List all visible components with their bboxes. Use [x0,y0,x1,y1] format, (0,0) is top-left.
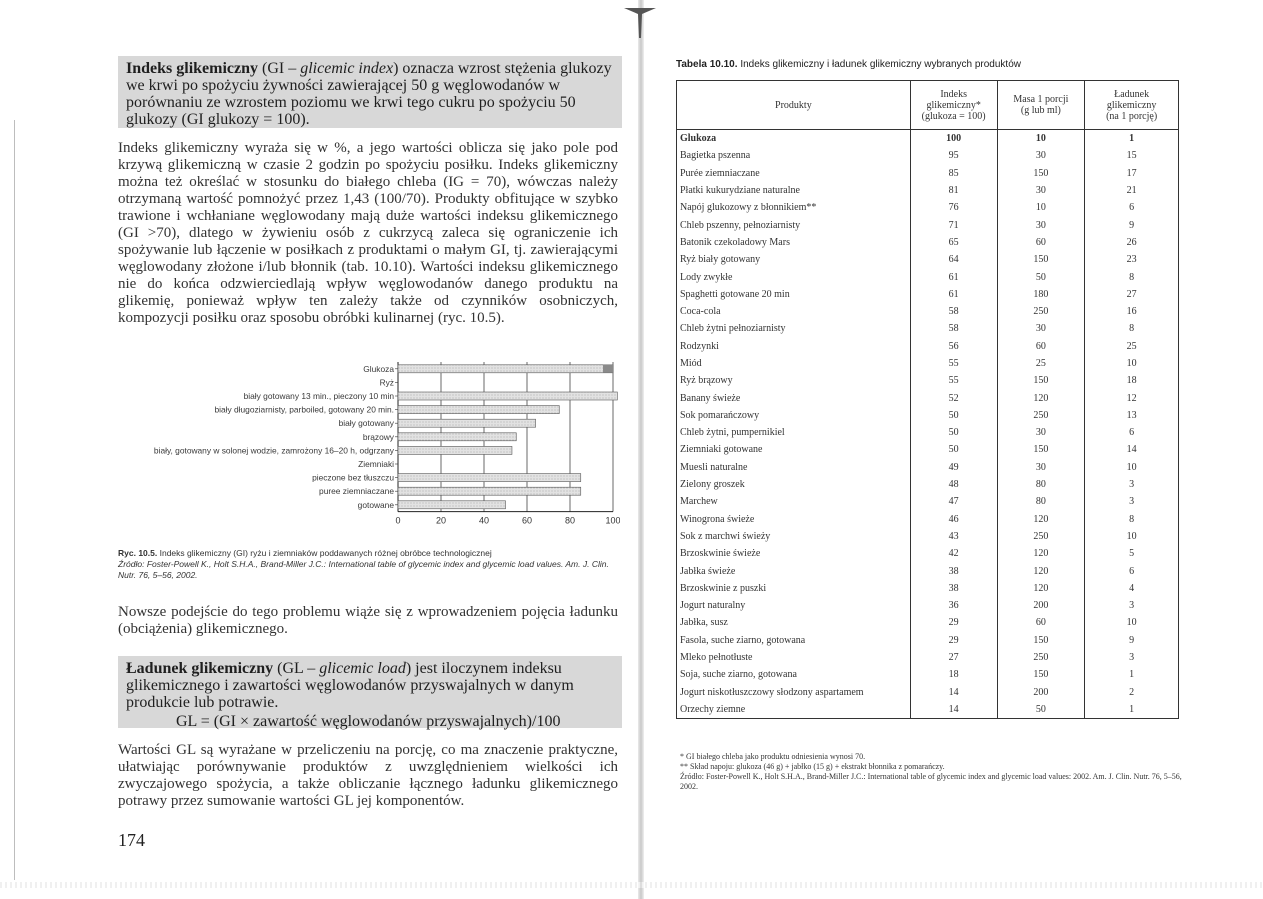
table-row [677,407,1179,424]
table-row [677,614,1179,631]
chart-category-label: biały gotowany [338,418,394,429]
paragraph-gl-values: Wartości GL są wyrażane w przeliczeniu na porcję, co ma znaczenie praktyczne, ułatwiając porównywanie produktów z uwzględnieniem wielkości ich zwyczajowego spożycia, a także obliczanie łącznego ładunku glikemicznego potrawy przez sumowanie wartości GL jej komponentów. [118,742,618,809]
cell-gl: 10 [1085,355,1179,372]
table-row [677,338,1179,355]
cell-gi: 27 [910,649,997,666]
cell-product: Muesli naturalne [677,459,911,476]
header-gi-l1: Indeks [940,88,967,100]
cell-product: Winogrona świeże [677,511,911,528]
cell-gi: 29 [910,614,997,631]
cell-gi: 14 [910,701,997,719]
table-row [677,511,1179,528]
cell-mass: 250 [997,407,1085,424]
note-1: * GI białego chleba jako produktu odniesienia wynosi 70. [680,752,866,761]
cell-product: Brzoskwinie świeże [677,545,911,562]
cell-gi: 64 [910,251,997,268]
cell-gl: 8 [1085,268,1179,285]
def1-term-en: glicemic index [300,60,394,77]
chart-category-label: puree ziemniaczane [319,486,394,497]
chart-category-label: pieczone bez tłuszczu [312,472,394,483]
table-row [677,147,1179,164]
cell-mass: 30 [997,459,1085,476]
cell-gl: 6 [1085,424,1179,441]
cell-product: Spaghetti gotowane 20 min [677,286,911,303]
scan-noise-strip [0,882,1263,888]
cell-gl: 8 [1085,511,1179,528]
cell-gl: 1 [1085,701,1179,719]
cell-gi: 29 [910,632,997,649]
chart-bar [398,487,581,495]
table-body [677,130,1179,719]
cell-gi: 95 [910,147,997,164]
cell-mass: 150 [997,441,1085,458]
cell-product: Batonik czekoladowy Mars [677,234,911,251]
cell-mass: 150 [997,666,1085,683]
caption-text: Indeks glikemiczny (GI) ryżu i ziemniaków poddawanych różnej obróbce technologicznej [159,548,492,558]
cell-gl: 3 [1085,476,1179,493]
cell-product: Sok pomarańczowy [677,407,911,424]
cell-gi: 61 [910,286,997,303]
table-row [677,649,1179,666]
def1-rest: ) oznacza wzrost stężenia glukozy we krwi po spożyciu żywności zawierającej 50 g węglowodanów w porównaniu ze wzrostem poziomu we krwi tego cukru po spożyciu 50 glukozy [126,60,612,128]
cell-mass: 30 [997,182,1085,199]
chart-category-label: biały długoziarnisty, parboiled, gotowany 20 min. [214,404,394,415]
cell-gi: 52 [910,389,997,406]
cell-gl: 12 [1085,389,1179,406]
cell-gi: 14 [910,684,997,701]
def2-term: Ładunek glikemiczny [126,660,274,677]
gi-bar-chart [140,358,620,544]
cell-product: Zielony groszek [677,476,911,493]
table-row [677,666,1179,683]
cell-gl: 13 [1085,407,1179,424]
table-row [677,459,1179,476]
chart-x-tick-label: 60 [521,515,533,526]
chart-category-label: brązowy [362,431,394,442]
cell-gl: 25 [1085,338,1179,355]
def1-tail: (GI glukozy = 100). [181,111,310,128]
cell-gi: 71 [910,216,997,233]
chart-bar [398,433,516,441]
chart-category-label: Ziemniaki [358,459,394,469]
cell-mass: 60 [997,234,1085,251]
table-row [677,216,1179,233]
table-row [677,389,1179,406]
table-row [677,545,1179,562]
cell-gl: 15 [1085,147,1179,164]
cell-product: Chleb żytni pełnoziarnisty [677,320,911,337]
caption-label: Ryc. 10.5. [118,548,158,558]
chart-bar [398,474,581,482]
cell-mass: 250 [997,303,1085,320]
header-product: Produkty [677,81,911,130]
cell-gl: 14 [1085,441,1179,458]
table-row [677,493,1179,510]
cell-product: Coca-cola [677,303,911,320]
chart-category-label: biały gotowany 13 min., pieczony 10 min [243,391,394,401]
table-row [677,303,1179,320]
table-notes [680,752,1200,792]
cell-mass: 50 [997,268,1085,285]
def2-term-en: glicemic load [319,660,406,677]
cell-mass: 150 [997,165,1085,182]
cell-mass: 180 [997,286,1085,303]
definition-box-glycemic-index [118,56,622,128]
header-gl-l2: glikemiczny [1106,99,1157,111]
table-row [677,182,1179,199]
cell-gl: 8 [1085,320,1179,337]
cell-mass: 30 [997,147,1085,164]
table-row [677,476,1179,493]
chart-category-label: Glukoza [363,363,394,374]
table-row [677,597,1179,614]
def2-rest: ) jest iloczynem indeksu glikemicznego i zawartości węglowodanów przyswajalnych w danym produkcie lub potrawie. [126,660,574,711]
cell-gi: 58 [910,320,997,337]
chart-category-label: gotowane [357,499,394,510]
cell-product: Lody zwykłe [677,268,911,285]
table-row [677,441,1179,458]
cell-gl: 1 [1085,130,1179,148]
cell-gl: 4 [1085,580,1179,597]
cell-gl: 9 [1085,216,1179,233]
cell-gi: 65 [910,234,997,251]
cell-gi: 42 [910,545,997,562]
cell-gi: 43 [910,528,997,545]
header-mass-l2: (g lub ml) [1020,105,1061,116]
header-gi-l3: (glukoza = 100) [921,110,986,122]
table-row [677,286,1179,303]
cell-gi: 48 [910,476,997,493]
cell-product: Jabłka, susz [677,614,911,631]
cell-mass: 250 [997,528,1085,545]
cell-mass: 120 [997,389,1085,406]
cell-gl: 10 [1085,614,1179,631]
table-row [677,684,1179,701]
cell-product: Ryż brązowy [677,372,911,389]
cell-product: Glukoza [677,130,911,148]
table-row [677,234,1179,251]
cell-mass: 30 [997,424,1085,441]
chart-x-tick-label: 40 [478,515,490,526]
cell-gi: 55 [910,355,997,372]
table-row [677,424,1179,441]
cell-product: Sok z marchwi świeży [677,528,911,545]
chart-bar [398,446,512,454]
cell-mass: 150 [997,372,1085,389]
chart-bar [398,392,617,400]
figure-caption [118,548,623,581]
cell-gl: 10 [1085,459,1179,476]
cell-product: Orzechy ziemne [677,701,911,719]
cell-gl: 6 [1085,199,1179,216]
cell-gi: 50 [910,424,997,441]
cell-gi: 49 [910,459,997,476]
cell-mass: 80 [997,476,1085,493]
cell-gi: 50 [910,407,997,424]
cell-gi: 81 [910,182,997,199]
header-gi [910,81,997,130]
cell-mass: 120 [997,580,1085,597]
def1-lead: (GI – [262,60,301,77]
chart-category-label: biały, gotowany w solonej wodzie, zamrożony 16–20 h, odgrzany [153,445,394,456]
paragraph-gi-explanation: Indeks glikemiczny wyraża się w %, a jego wartości oblicza się jako pole pod krzywą glikemiczną w czasie 2 godzin po spożyciu posiłku. Indeks glikemiczny można też określać w stosunku do białego chleba (IG = 70), wówczas należy otrzymaną wartość pomnożyć przez 1,43 (100/70). Produkty obfitujące w szybko trawione i wchłaniane węglowodany mają duże wartości indeksu glikemicznego (GI >70), dlatego w żywieniu osób z cukrzycą zaleca się ograniczenie ich spożywanie lub łączenie w posiłkach z produktami o małym GI, tj. zawierającymi węglowodany złożone i/lub błonnik (tab. 10.10). Wartości indeksu glikemicznego nie do końca odzwierciedlają wpływ węglowodanów danego produktu na glikemię, ponieważ wpływ ten zależy także od czynników osobniczych, kompozycji posiłku oraz sposobu obróbki kulinarnej (ryc. 10.5). [118,140,618,326]
cell-mass: 200 [997,684,1085,701]
cell-gl: 10 [1085,528,1179,545]
cell-mass: 25 [997,355,1085,372]
cell-product: Marchew [677,493,911,510]
cell-gi: 56 [910,338,997,355]
cell-gi: 50 [910,441,997,458]
page-edge-line [14,120,15,880]
cell-gi: 58 [910,303,997,320]
cell-mass: 30 [997,216,1085,233]
chart-bar [398,365,613,373]
table-row [677,268,1179,285]
cell-gl: 1 [1085,666,1179,683]
cell-gi: 47 [910,493,997,510]
cell-product: Purée ziemniaczane [677,165,911,182]
cell-product: Jogurt naturalny [677,597,911,614]
chart-bar-end-shade [603,365,613,373]
cell-gl: 21 [1085,182,1179,199]
cell-product: Płatki kukurydziane naturalne [677,182,911,199]
cell-gi: 18 [910,666,997,683]
table-title [676,59,1021,70]
cell-product: Soja, suche ziarno, gotowana [677,666,911,683]
cell-gi: 36 [910,597,997,614]
cell-mass: 150 [997,251,1085,268]
cell-gl: 9 [1085,632,1179,649]
table-row [677,199,1179,216]
cell-product: Chleb żytni, pumpernikiel [677,424,911,441]
cell-product: Napój glukozowy z błonnikiem** [677,199,911,216]
header-gl-l3: (na 1 porcję) [1106,110,1158,122]
cell-gl: 2 [1085,684,1179,701]
cell-gl: 3 [1085,597,1179,614]
cell-gi: 38 [910,562,997,579]
header-mass-l1: Masa 1 porcji [1013,94,1069,105]
cell-mass: 50 [997,701,1085,719]
table-row [677,528,1179,545]
gl-formula: GL = (GI × zawartość węglowodanów przyswajalnych)/100 [176,713,561,730]
cell-product: Jogurt niskotłuszczowy słodzony aspartamem [677,684,911,701]
table-header-row [677,81,1179,130]
cell-gl: 6 [1085,562,1179,579]
def1-term: Indeks glikemiczny [126,60,259,77]
cell-product: Mleko pełnotłuste [677,649,911,666]
cell-gl: 23 [1085,251,1179,268]
cell-gi: 46 [910,511,997,528]
cell-mass: 30 [997,320,1085,337]
cell-product: Miód [677,355,911,372]
definition-box-glycemic-load [118,656,622,728]
cell-mass: 200 [997,597,1085,614]
cell-product: Bagietka pszenna [677,147,911,164]
cell-gi: 76 [910,199,997,216]
cell-mass: 150 [997,632,1085,649]
table-row [677,562,1179,579]
gi-table [676,80,1179,719]
table-row [677,372,1179,389]
cell-gi: 85 [910,165,997,182]
cell-gi: 100 [910,130,997,148]
cell-product: Jabłka świeże [677,562,911,579]
cell-gl: 3 [1085,493,1179,510]
header-mass [997,81,1085,130]
cell-mass: 10 [997,199,1085,216]
cell-gl: 18 [1085,372,1179,389]
cell-gl: 26 [1085,234,1179,251]
table-title-text: Indeks glikemiczny i ładunek glikemiczny wybranych produktów [740,59,1021,70]
cell-mass: 60 [997,614,1085,631]
cell-product: Chleb pszenny, pełnoziarnisty [677,216,911,233]
cell-mass: 10 [997,130,1085,148]
cell-mass: 120 [997,562,1085,579]
chart-x-tick-label: 0 [395,515,401,526]
cell-product: Ryż biały gotowany [677,251,911,268]
cell-product: Brzoskwinie z puszki [677,580,911,597]
table-row [677,580,1179,597]
table-row [677,701,1179,719]
table-row [677,632,1179,649]
chart-x-tick-label: 80 [564,515,576,526]
cell-product: Fasola, suche ziarno, gotowana [677,632,911,649]
cell-gl: 27 [1085,286,1179,303]
table-row [677,355,1179,372]
cell-gl: 3 [1085,649,1179,666]
header-gl [1085,81,1179,130]
header-gi-l2: glikemiczny* [926,99,981,111]
chart-x-tick-label: 20 [435,515,447,526]
table-label: Tabela 10.10. [676,59,738,70]
cell-mass: 60 [997,338,1085,355]
table-row [677,251,1179,268]
cell-product: Banany świeże [677,389,911,406]
chart-x-tick-label: 100 [605,515,620,526]
cell-mass: 250 [997,649,1085,666]
page-number: 174 [118,830,145,850]
chart-bar [398,406,559,414]
note-3: Źródło: Foster-Powell K., Holt S.H.A., Brand-Miller J.C.: International table of glycemic index and glycemic load values: 2002. Am. J. Clin. Nutr. 76, 5–56, 2002. [680,772,1182,791]
chart-bar [398,501,506,509]
def2-lead: (GL – [277,660,320,677]
cell-mass: 80 [997,493,1085,510]
table-row [677,320,1179,337]
header-gl-l1: Ładunek [1114,88,1150,100]
cell-gi: 38 [910,580,997,597]
cell-mass: 120 [997,511,1085,528]
cell-gl: 16 [1085,303,1179,320]
cell-gi: 55 [910,372,997,389]
table-row [677,130,1179,148]
table-row [677,165,1179,182]
paragraph-new-approach: Nowsze podejście do tego problemu wiąże się z wprowadzeniem pojęcia ładunku (obciążenia) glikemicznego. [118,604,618,637]
chart-svg [140,358,620,544]
chart-category-label: Ryż [379,377,394,388]
cell-mass: 120 [997,545,1085,562]
note-2: ** Skład napoju: glukoza (46 g) + jabłko (15 g) + ekstrakt błonnika z pomarańczy. [680,762,945,771]
cell-gi: 61 [910,268,997,285]
cell-gl: 17 [1085,165,1179,182]
cell-gl: 5 [1085,545,1179,562]
cell-product: Ziemniaki gotowane [677,441,911,458]
chart-bar [398,419,536,427]
caption-source: Źródło: Foster-Powell K., Holt S.H.A., Brand-Miller J.C.: International table of glycemic index and glycemic load values. Am. J. Clin. Nutr. 76, 5–56, 2002. [118,559,609,580]
cell-product: Rodzynki [677,338,911,355]
